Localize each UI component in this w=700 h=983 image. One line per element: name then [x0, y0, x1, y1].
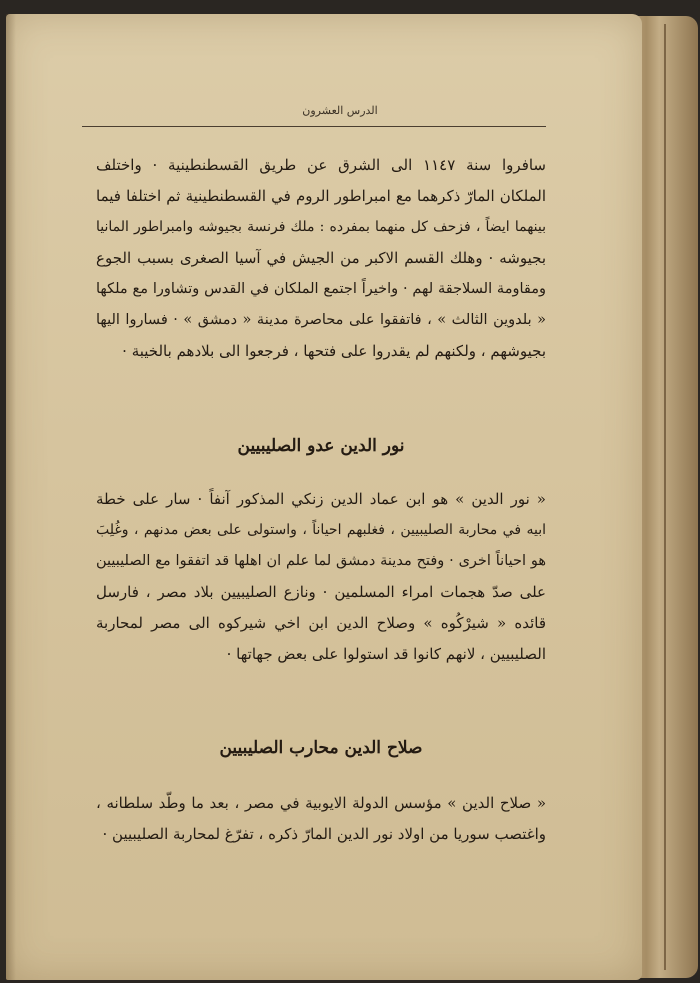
paragraph-saladin: [96, 788, 546, 850]
text-line: على صدّ هجمات امراء المسلمين · ونازع الصليبيين بلاد مصر ، فارسل: [96, 583, 546, 601]
running-head: الدرس العشرون: [302, 104, 378, 117]
text-line: قائده « شيرْكُوه » وصلاح الدين ابن اخي شيركوه الى مصر لمحاربة: [96, 614, 546, 632]
text-line: سافروا سنة ١١٤٧ الى الشرق عن طريق القسطنطينية · واختلف: [96, 156, 547, 174]
text-line: واغتصب سوريا من اولاد نور الدين المارّ ذكره ، تفرّغ لمحاربة الصليبيين ·: [102, 825, 546, 843]
header-rule: [82, 126, 546, 127]
paragraph-crusade: [96, 150, 546, 367]
text-line: الصليبيين ، لانهم كانوا قد استولوا على بعض جهاتها ·: [226, 645, 546, 663]
text-line: « بلدوين الثالث » ، فاتفقوا على محاصرة مدينة « دمشق » · فساروا اليها: [96, 312, 546, 328]
text-line: « نور الدين » هو ابن عماد الدين زنكي المذكور آنفاً · سار على خطة: [96, 490, 546, 508]
section-heading-saladin: صلاح الدين محارب الصليبيين: [219, 738, 423, 758]
text-line: بجيوشهم ، ولكنهم لم يقدروا على فتحها ، فرجعوا الى بلادهم بالخيبة ·: [122, 342, 546, 360]
paragraph-nur-al-din: [96, 484, 546, 670]
text-line: ومقاومة السلاجقة لهم · واخيراً اجتمع الملكان في القدس وتشاورا مع ملكها: [96, 281, 546, 297]
text-line: « صلاح الدين » مؤسس الدولة الايوبية في مصر ، بعد ما وطّد سلطانه ،: [96, 794, 546, 812]
text-line: بينهما ايضاً ، فزحف كل منهما بمفرده : ملك فرنسة بجيوشه وامبراطور المانيا: [96, 219, 546, 235]
section-heading-nur-al-din: نور الدين عدو الصليبيين: [237, 436, 405, 456]
text-line: الملكان المارّ ذكرهما مع امبراطور الروم في القسطنطينية ثم اختلفا فيما: [96, 187, 546, 205]
text-line: هو احياناً اخرى · وفتح مدينة دمشق لما علم ان اهلها قد اتفقوا مع الصليبيين: [96, 553, 546, 569]
text-line: بجيوشه · وهلك القسم الاكبر من الجيش في آسيا الصغرى بسبب الجوع: [96, 249, 546, 267]
text-line: ابيه في محاربة الصليبيين ، فغلبهم احياناً ، واستولى على بعض مدنهم ، وغُلِبَ: [96, 522, 546, 538]
